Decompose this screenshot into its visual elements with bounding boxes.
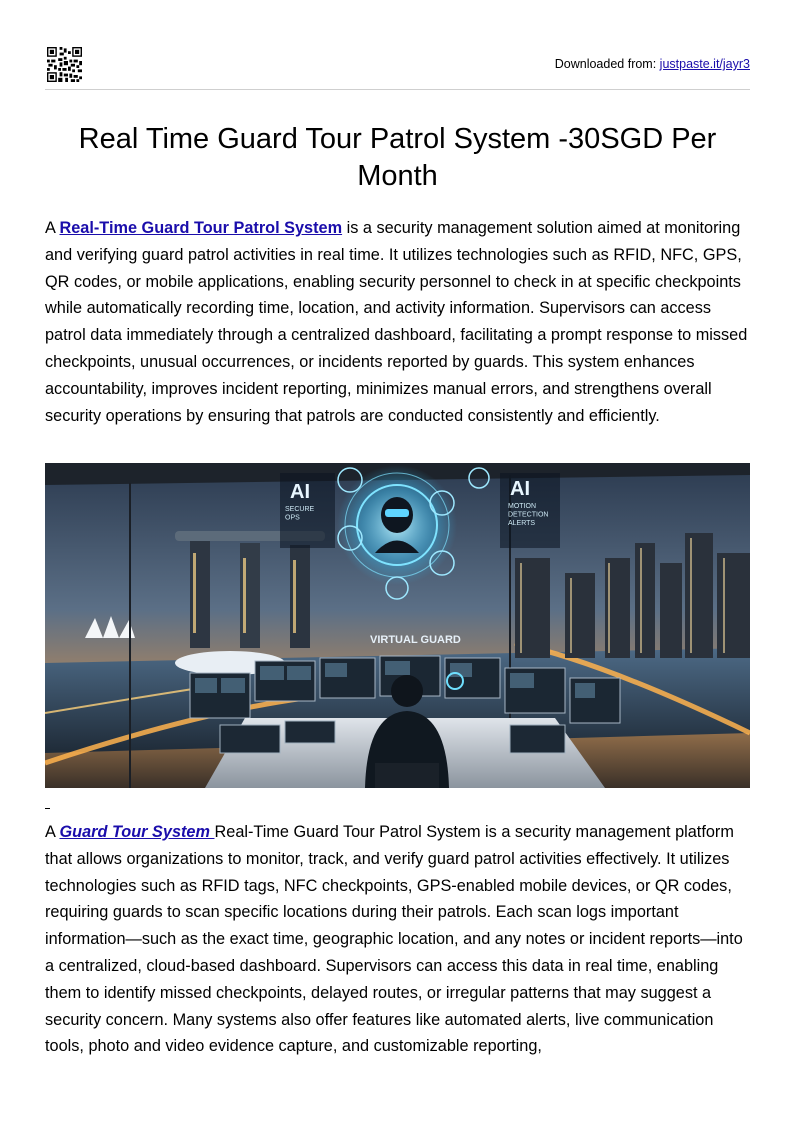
- hero-center-banner: VIRTUAL GUARD: [370, 634, 461, 646]
- image-caption-marker: [45, 808, 50, 809]
- realtime-guard-tour-link[interactable]: Real-Time Guard Tour Patrol System: [59, 219, 343, 237]
- hero-label-left-sub: SECURE OPS: [285, 506, 315, 522]
- download-prefix: Downloaded from:: [554, 57, 660, 71]
- intro-body: is a security management solution aimed at monitoring and verifying guard patrol activities in real time. It utilizes technologies such as RFID, NFC, GPS, QR codes, or mobile applications, enabling security personnel to check in at specific checkpoints while automatically recording time, location, and activity information. Supervisors can access patrol data immediately through a centralized dashboard, facilitating a prompt response to missed checkpoints, unusual occurrences, or incidents reported by guards. This system enhances accountability, improves incident reporting, minimizes manual errors, and strengthens overall security operations by ensuring that patrols are conducted consistently and efficiently.: [45, 219, 748, 425]
- body-text: Real-Time Guard Tour Patrol System is a security management platform that allows organizations to monitor, track, and verify guard patrol activities effectively. It utilizes technologies such as RFID tags, NFC checkpoints, GPS-enabled mobile devices, or QR codes, requiring guards to scan specific locations during their patrols. Each scan logs important information—such as the exact time, geographic location, and any notes or incident reports—into a centralized, cloud-based dashboard. Supervisors can access this data in real time, enabling them to identify missed checkpoints, delayed routes, or irregular patterns that may suggest a security concern. Many systems also offer features like automated alerts, live communication tools, photo and video evidence capture, and customizable reporting,: [45, 823, 743, 1056]
- intro-lead: A: [45, 219, 60, 237]
- qr-code-icon: [47, 47, 82, 82]
- body-paragraph: [45, 819, 755, 1060]
- hero-label-right-sub: MOTION DETECTION ALERTS: [508, 503, 549, 527]
- header-divider: [45, 89, 750, 90]
- guard-tour-system-link[interactable]: Guard Tour System: [59, 823, 215, 841]
- page-title: Real Time Guard Tour Patrol System -30SGD Per Month: [78, 123, 717, 192]
- hero-label-left-ai: AI: [290, 481, 310, 503]
- hero-image-virtual-guard: [45, 463, 750, 788]
- hero-label-right-ai: AI: [510, 478, 530, 500]
- download-source-link[interactable]: justpaste.it/jayr3: [659, 57, 750, 71]
- body-lead: A: [45, 823, 60, 841]
- download-source: [555, 57, 750, 71]
- intro-paragraph: [45, 215, 755, 429]
